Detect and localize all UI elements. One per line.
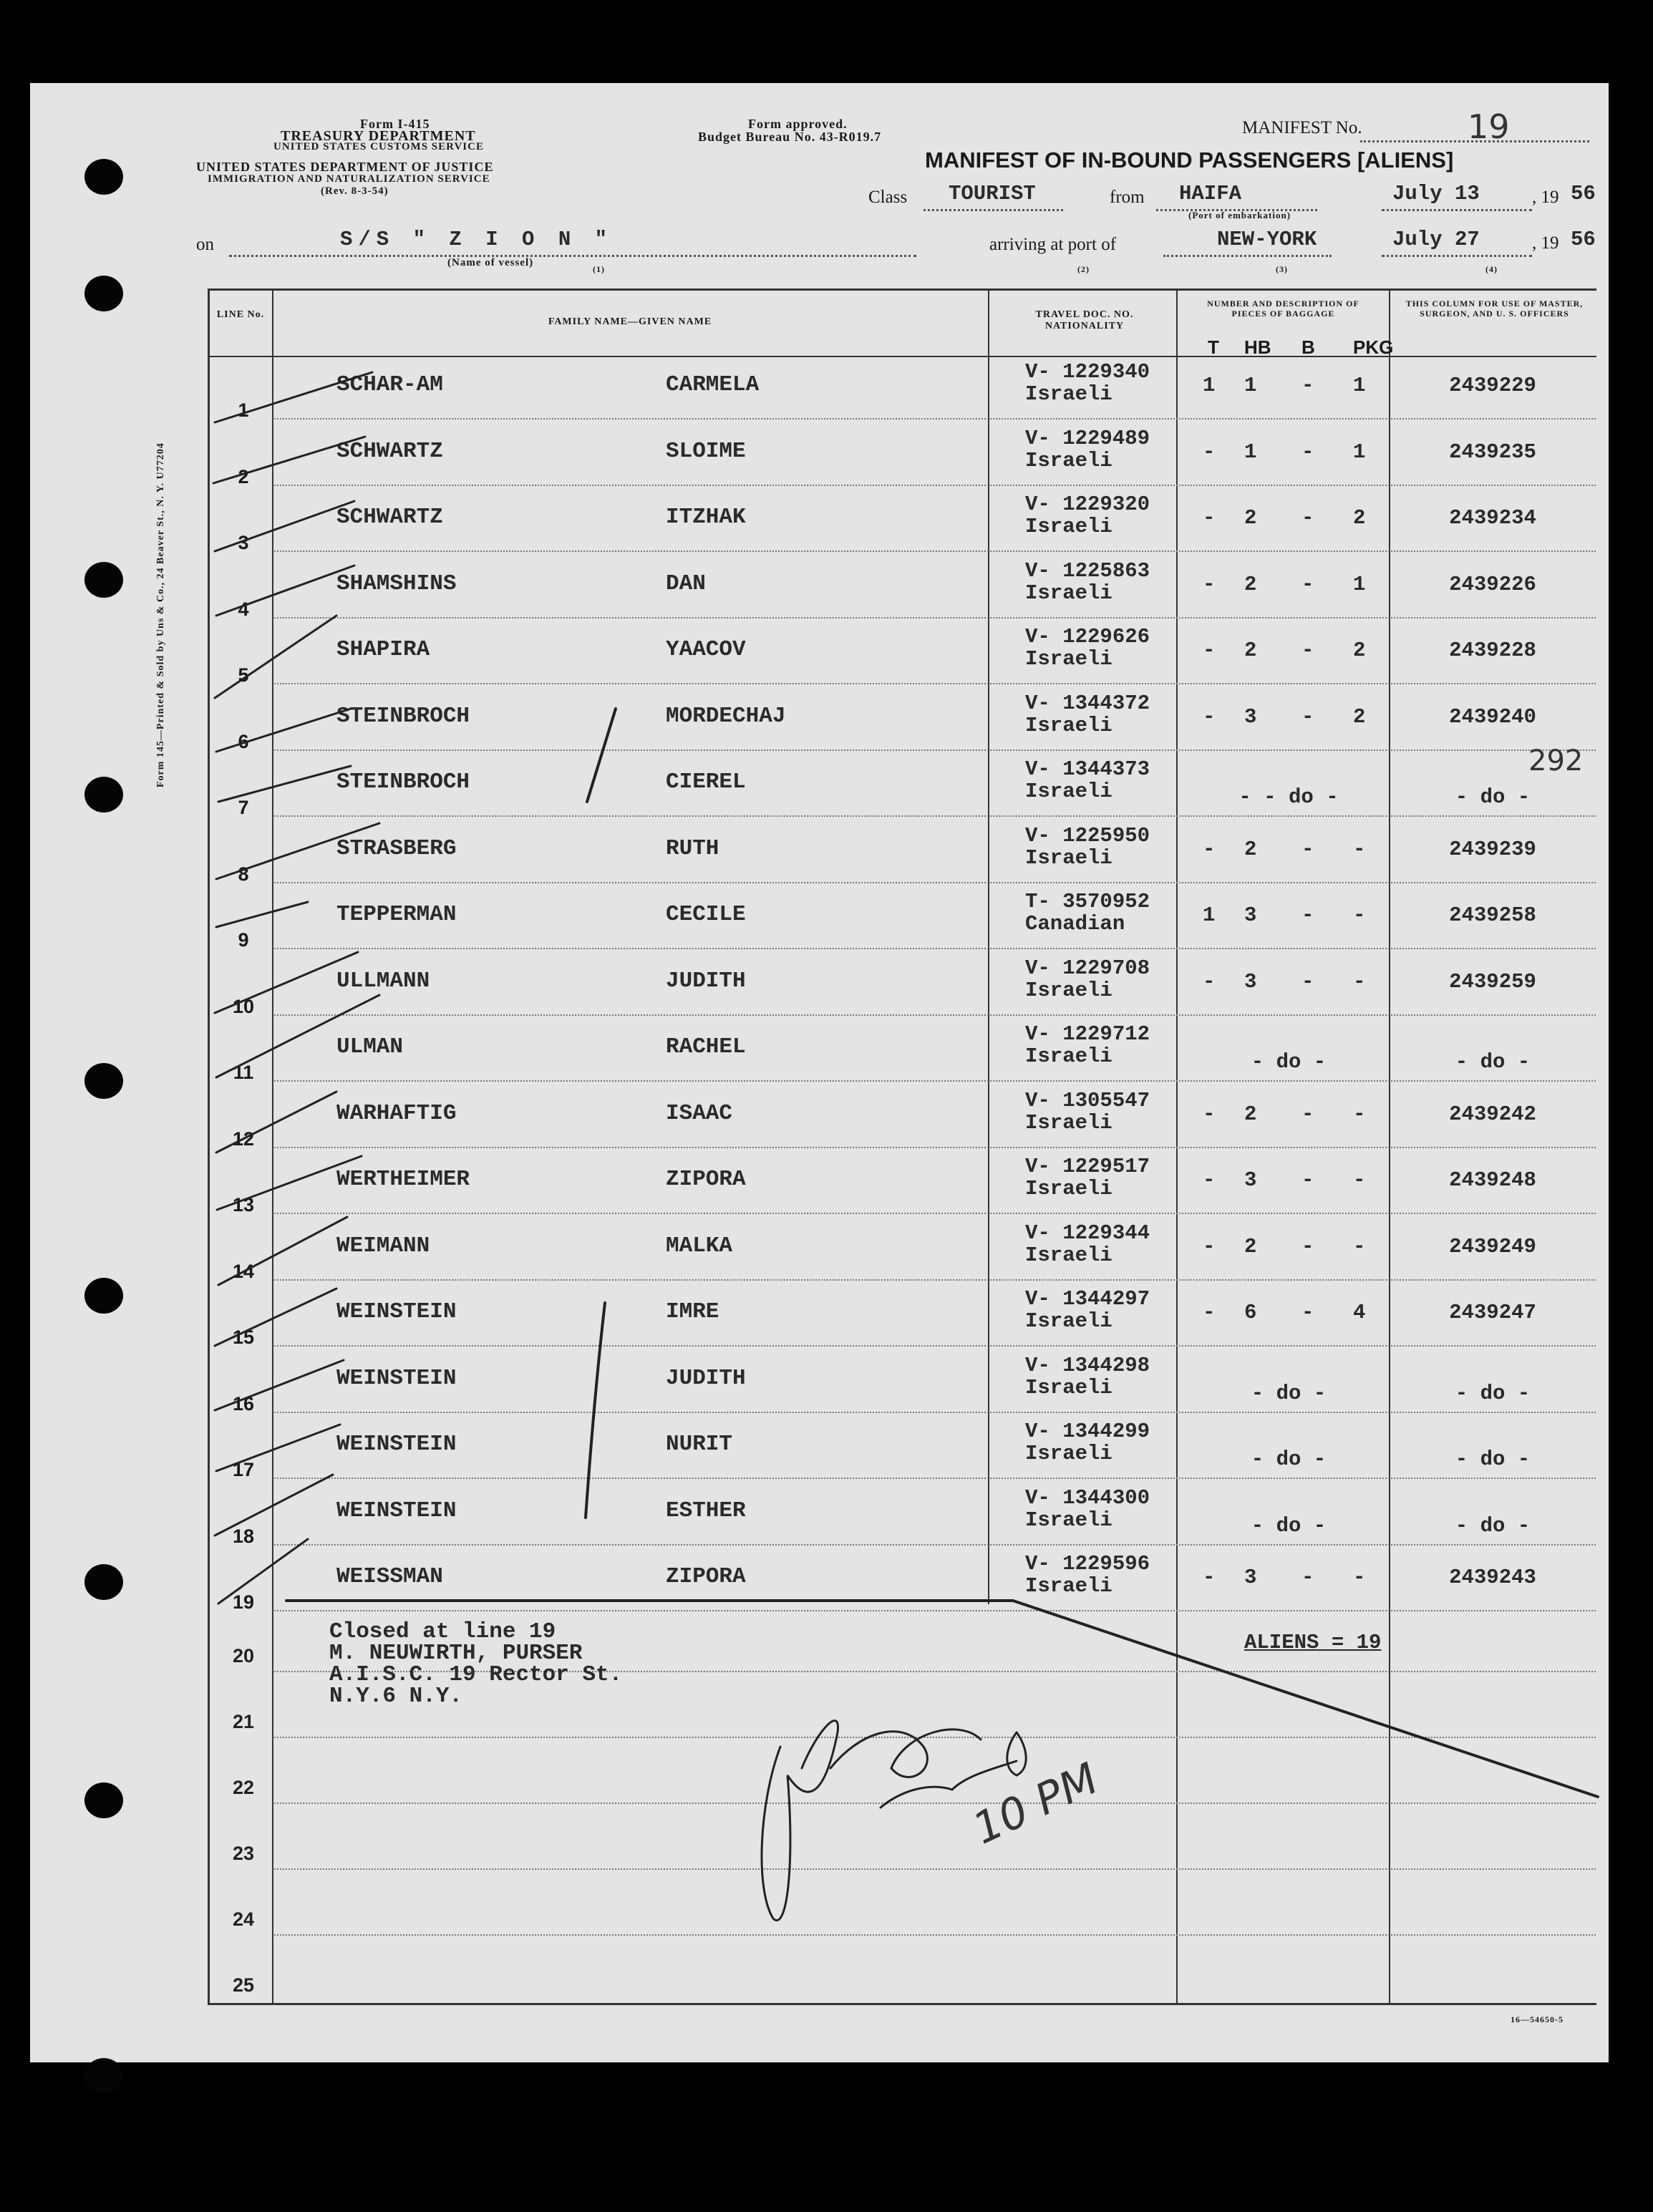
- officer-column: 2439258: [1449, 903, 1536, 927]
- nationality: Canadian: [1025, 912, 1125, 936]
- travel-doc-number: V- 1229517: [1025, 1155, 1150, 1178]
- line-number: 24: [232, 1908, 255, 1930]
- officer-column: 2439249: [1449, 1234, 1536, 1258]
- bag-hb: 2: [1244, 1102, 1257, 1126]
- bag-pkg: -: [1353, 1234, 1366, 1258]
- line-number: 5: [238, 664, 249, 686]
- bag-hb: 2: [1244, 639, 1257, 662]
- family-name: WEINSTEIN: [336, 1498, 457, 1523]
- line-number: 10: [232, 995, 255, 1017]
- line-number: 1: [238, 399, 249, 421]
- nationality: Israeli: [1025, 448, 1112, 472]
- bag-pkg: -: [1353, 1566, 1366, 1589]
- baggage-ditto: - do -: [1251, 1513, 1327, 1538]
- family-name: WEINSTEIN: [336, 1365, 457, 1391]
- class-value: TOURIST: [949, 182, 1036, 205]
- bag-hb: 3: [1244, 1168, 1257, 1192]
- travel-doc-number: T- 3570952: [1025, 890, 1150, 913]
- family-name: WEINSTEIN: [336, 1299, 457, 1324]
- travel-doc-number: V- 1229712: [1025, 1022, 1150, 1046]
- arrival-date: July 27: [1392, 228, 1480, 251]
- bag-b-header: B: [1301, 336, 1315, 358]
- line-number: 21: [232, 1711, 255, 1732]
- customs-service: UNITED STATES CUSTOMS SERVICE: [273, 141, 484, 152]
- bag-pkg: 2: [1353, 639, 1366, 662]
- bag-b: -: [1301, 704, 1314, 729]
- family-name: SCHAR-AM: [336, 372, 443, 397]
- nationality: Israeli: [1025, 1442, 1112, 1465]
- departure-year: 56: [1571, 182, 1596, 205]
- bag-b: -: [1301, 639, 1314, 662]
- given-name: RUTH: [666, 835, 719, 861]
- bag-t-header: T: [1208, 336, 1219, 358]
- arrival-year-prefix: , 19: [1532, 233, 1559, 253]
- line-number: 6: [238, 730, 249, 752]
- officer-column: 2439240: [1449, 704, 1536, 729]
- bag-pkg: 1: [1353, 440, 1366, 464]
- ins-service: IMMIGRATION AND NATURALIZATION SERVICE: [208, 173, 490, 185]
- bag-t: -: [1203, 440, 1216, 464]
- nationality: Israeli: [1025, 647, 1112, 671]
- travel-doc-number: V- 1229344: [1025, 1221, 1150, 1245]
- given-name: ZIPORA: [666, 1167, 746, 1192]
- nationality: Israeli: [1025, 1574, 1112, 1598]
- column-ref-4: (4): [1485, 264, 1498, 274]
- bag-b: -: [1301, 506, 1314, 530]
- travel-doc-number: V- 1225950: [1025, 823, 1150, 848]
- travel-doc-number: V- 1344299: [1025, 1420, 1150, 1443]
- budget-bureau: Budget Bureau No. 43-R019.7: [698, 130, 882, 144]
- nationality: Israeli: [1025, 515, 1112, 538]
- nationality: Israeli: [1025, 780, 1112, 803]
- column-ref-1: (1): [593, 264, 605, 274]
- family-name: SHAMSHINS: [336, 571, 457, 596]
- given-name: NURIT: [666, 1432, 733, 1457]
- family-name: WARHAFTIG: [336, 1100, 457, 1126]
- bag-t: -: [1203, 837, 1216, 861]
- given-name: MALKA: [666, 1233, 733, 1258]
- closing-line-4: N.Y.6 N.Y.: [329, 1684, 463, 1709]
- officer-column: - do -: [1455, 785, 1531, 809]
- line-number: 2: [238, 465, 249, 487]
- bag-pkg: 1: [1353, 374, 1366, 397]
- nationality: Israeli: [1025, 1309, 1112, 1333]
- embarkation-caption: (Port of embarkation): [1188, 210, 1291, 220]
- form-number: Form I-415: [360, 117, 430, 131]
- line-number: 3: [238, 532, 249, 553]
- arrival-port: NEW-YORK: [1217, 228, 1317, 251]
- bag-hb: 2: [1244, 1234, 1257, 1258]
- nationality: Israeli: [1025, 382, 1112, 406]
- department-of-justice: UNITED STATES DEPARTMENT OF JUSTICE: [196, 160, 494, 174]
- signature-time-note: 10 PM: [965, 1753, 1106, 1855]
- class-label: Class: [868, 188, 908, 207]
- line-number: 22: [232, 1777, 255, 1798]
- bag-pkg: 2: [1353, 704, 1366, 729]
- bag-b: -: [1301, 837, 1314, 861]
- family-name: WERTHEIMER: [336, 1167, 470, 1192]
- bag-b: -: [1301, 969, 1314, 994]
- family-name: SHAPIRA: [336, 637, 430, 662]
- treasury-department: TREASURY DEPARTMENT: [281, 128, 476, 144]
- officer-column: - do -: [1455, 1050, 1531, 1074]
- travel-doc-number: V- 1344373: [1025, 757, 1150, 781]
- bag-t: -: [1203, 506, 1216, 530]
- bag-t: -: [1203, 1234, 1216, 1258]
- travel-doc-number: V- 1305547: [1025, 1088, 1150, 1112]
- bag-b: -: [1301, 903, 1314, 927]
- family-name: STEINBROCH: [336, 770, 470, 795]
- nationality: Israeli: [1025, 978, 1112, 1002]
- bag-pkg: 1: [1353, 572, 1366, 596]
- given-name: ESTHER: [666, 1498, 746, 1523]
- bag-pkg: -: [1353, 837, 1366, 861]
- officer-column: 2439243: [1449, 1566, 1536, 1589]
- line-number: 8: [238, 863, 249, 885]
- officer-column: 2439247: [1449, 1301, 1536, 1324]
- nationality: Israeli: [1025, 1110, 1112, 1135]
- travel-doc-number: V- 1229340: [1025, 360, 1150, 384]
- arriving-label: arriving at port of: [989, 235, 1117, 254]
- travel-doc-number: V- 1229708: [1025, 956, 1150, 980]
- closing-line-2: M. NEUWIRTH, PURSER: [329, 1641, 583, 1666]
- line-number: 20: [232, 1645, 255, 1667]
- officer-column: 2439234: [1449, 506, 1536, 530]
- bag-hb: 2: [1244, 572, 1257, 596]
- departure-date: July 13: [1392, 182, 1480, 205]
- travel-doc-number: V- 1344300: [1025, 1485, 1150, 1510]
- travel-doc-number: V- 1229489: [1025, 426, 1150, 450]
- family-name: STEINBROCH: [336, 703, 470, 729]
- footer-code: 16—54650-5: [1511, 2014, 1564, 2024]
- travel-doc-number: V- 1229626: [1025, 625, 1150, 649]
- officer-column: 2439259: [1449, 969, 1536, 994]
- family-name: SCHWARTZ: [336, 438, 443, 464]
- bag-hb: 2: [1244, 506, 1257, 530]
- bag-hb: 2: [1244, 837, 1257, 861]
- header-officers: THIS COLUMN FOR USE OF MASTER, SURGEON, AND U. S. OFFICERS: [1405, 299, 1584, 319]
- line-number: 13: [232, 1194, 255, 1216]
- bag-b: -: [1301, 1566, 1314, 1589]
- bag-t: -: [1203, 572, 1216, 596]
- bag-t: -: [1203, 1301, 1216, 1324]
- header-travel-doc: TRAVEL DOC. NO. NATIONALITY: [1035, 309, 1134, 332]
- given-name: JUDITH: [666, 968, 746, 994]
- manifest-number-label: MANIFEST No.: [1242, 118, 1362, 137]
- family-name: WEIMANN: [336, 1233, 430, 1258]
- bag-hb: 1: [1244, 440, 1257, 464]
- vessel-name: S/S " Z I O N ": [340, 228, 614, 251]
- arrival-year: 56: [1571, 228, 1596, 251]
- column-ref-3: (3): [1276, 264, 1288, 274]
- form-revision: (Rev. 8-3-54): [321, 185, 389, 197]
- bag-hb-header: HB: [1244, 336, 1271, 358]
- officer-column: 2439228: [1449, 639, 1536, 662]
- embarkation-port: HAIFA: [1179, 182, 1242, 205]
- line-number: 14: [232, 1260, 255, 1282]
- nationality: Israeli: [1025, 1177, 1112, 1200]
- travel-doc-number: V- 1229320: [1025, 493, 1150, 516]
- given-name: ISAAC: [666, 1100, 733, 1126]
- line-number: 15: [232, 1326, 255, 1348]
- officer-column: 2439242: [1449, 1102, 1536, 1126]
- travel-doc-number: V- 1225863: [1025, 558, 1150, 583]
- on-label: on: [196, 235, 214, 254]
- nationality: Israeli: [1025, 845, 1112, 870]
- given-name: DAN: [666, 571, 706, 596]
- travel-doc-number: V- 1229596: [1025, 1552, 1150, 1576]
- bag-b: -: [1301, 1234, 1314, 1258]
- line-number: 11: [233, 1062, 254, 1083]
- travel-doc-number: V- 1344372: [1025, 691, 1150, 715]
- bag-pkg: -: [1353, 903, 1366, 927]
- bag-pkg: -: [1353, 969, 1366, 994]
- bag-pkg-header: PKG: [1353, 336, 1394, 358]
- bag-hb: 1: [1244, 374, 1257, 397]
- bag-b: -: [1301, 1301, 1314, 1324]
- family-name: WEINSTEIN: [336, 1432, 457, 1457]
- bag-pkg: 2: [1353, 506, 1366, 530]
- manifest-title: MANIFEST OF IN-BOUND PASSENGERS [ALIENS]: [925, 147, 1454, 173]
- vessel-caption: (Name of vessel): [447, 257, 534, 268]
- baggage-ditto: - do -: [1251, 1381, 1327, 1405]
- given-name: ZIPORA: [666, 1564, 746, 1589]
- family-name: WEISSMAN: [336, 1564, 443, 1589]
- given-name: IMRE: [666, 1299, 719, 1324]
- nationality: Israeli: [1025, 1508, 1112, 1532]
- bag-b: -: [1301, 374, 1314, 397]
- closing-line-3: A.I.S.C. 19 Rector St.: [329, 1662, 623, 1687]
- bag-b: -: [1301, 1102, 1314, 1126]
- line-number: 7: [238, 797, 249, 818]
- family-name: STRASBERG: [336, 835, 457, 861]
- bag-t: -: [1203, 1168, 1216, 1192]
- travel-doc-number: V- 1344298: [1025, 1353, 1150, 1377]
- header-line-no: LINE No.: [216, 309, 265, 320]
- line-number: 12: [232, 1127, 255, 1150]
- line-number: 9: [238, 929, 249, 951]
- officer-column: - do -: [1455, 1513, 1531, 1538]
- bag-t: -: [1203, 639, 1216, 662]
- given-name: CIEREL: [666, 770, 746, 795]
- line-number: 4: [238, 598, 249, 620]
- officer-column: - do -: [1455, 1381, 1531, 1405]
- bag-hb: 6: [1244, 1301, 1257, 1324]
- family-name: SCHWARTZ: [336, 505, 443, 530]
- line-number: 17: [232, 1459, 255, 1480]
- family-name: TEPPERMAN: [336, 902, 457, 927]
- line-number: 23: [232, 1843, 255, 1864]
- bag-pkg: 4: [1353, 1301, 1366, 1324]
- bag-t: -: [1203, 1102, 1216, 1126]
- line-number: 18: [232, 1525, 255, 1547]
- header-baggage: NUMBER AND DESCRIPTION OF PIECES OF BAGGAGE: [1207, 299, 1359, 319]
- officer-column: 2439229: [1449, 374, 1536, 397]
- line-number: 16: [232, 1392, 255, 1415]
- bag-b: -: [1301, 1168, 1314, 1192]
- officer-column: 2439226: [1449, 572, 1536, 596]
- baggage-ditto: - do -: [1251, 1050, 1327, 1074]
- line-number: 19: [232, 1591, 255, 1613]
- bag-pkg: -: [1353, 1102, 1366, 1126]
- printer-side-text: Form 145—Printed & Sold by Uns & Co., 24 Beaver St., N. Y. U77204: [155, 442, 166, 787]
- officer-column: - do -: [1455, 1447, 1531, 1471]
- header-name: FAMILY NAME—GIVEN NAME: [548, 316, 712, 327]
- form-approved: Form approved.: [748, 117, 848, 131]
- bag-b: -: [1301, 440, 1314, 464]
- given-name: JUDITH: [666, 1365, 746, 1391]
- family-name: ULLMANN: [336, 968, 430, 994]
- given-name: RACHEL: [666, 1034, 746, 1059]
- departure-year-prefix: , 19: [1532, 188, 1559, 207]
- bag-hb: 3: [1244, 704, 1257, 729]
- bag-b: -: [1301, 572, 1314, 596]
- travel-doc-number: V- 1344297: [1025, 1287, 1150, 1311]
- nationality: Israeli: [1025, 713, 1112, 737]
- bag-t: 1: [1203, 903, 1216, 927]
- nationality: Israeli: [1025, 1243, 1112, 1267]
- bag-hb: 3: [1244, 1566, 1257, 1589]
- baggage-ditto: - - do -: [1238, 785, 1339, 809]
- given-name: ITZHAK: [666, 505, 746, 530]
- baggage-ditto: - do -: [1251, 1447, 1327, 1471]
- bag-t: 1: [1203, 374, 1216, 397]
- bag-hb: 3: [1244, 903, 1257, 927]
- bag-pkg: -: [1353, 1168, 1366, 1192]
- from-label: from: [1110, 188, 1145, 207]
- handwritten-note: 292: [1528, 744, 1584, 777]
- line-number: 25: [232, 1974, 255, 1996]
- nationality: Israeli: [1025, 1044, 1112, 1068]
- closing-line-1: Closed at line 19: [329, 1619, 556, 1644]
- given-name: CARMELA: [666, 372, 760, 397]
- bag-t: -: [1203, 969, 1216, 994]
- bag-hb: 3: [1244, 969, 1257, 994]
- given-name: CECILE: [666, 902, 746, 927]
- given-name: SLOIME: [666, 438, 746, 464]
- nationality: Israeli: [1025, 1375, 1112, 1400]
- column-ref-2: (2): [1077, 264, 1090, 274]
- officer-column: 2439248: [1449, 1168, 1536, 1192]
- bag-t: -: [1203, 1566, 1216, 1589]
- given-name: YAACOV: [666, 637, 746, 662]
- nationality: Israeli: [1025, 581, 1112, 605]
- aliens-total: ALIENS = 19: [1244, 1631, 1382, 1654]
- manifest-number: 19: [1468, 107, 1510, 146]
- officer-column: 2439239: [1449, 837, 1536, 861]
- bag-t: -: [1203, 704, 1216, 729]
- officer-column: 2439235: [1449, 440, 1536, 464]
- family-name: ULMAN: [336, 1034, 404, 1059]
- given-name: MORDECHAJ: [666, 703, 786, 729]
